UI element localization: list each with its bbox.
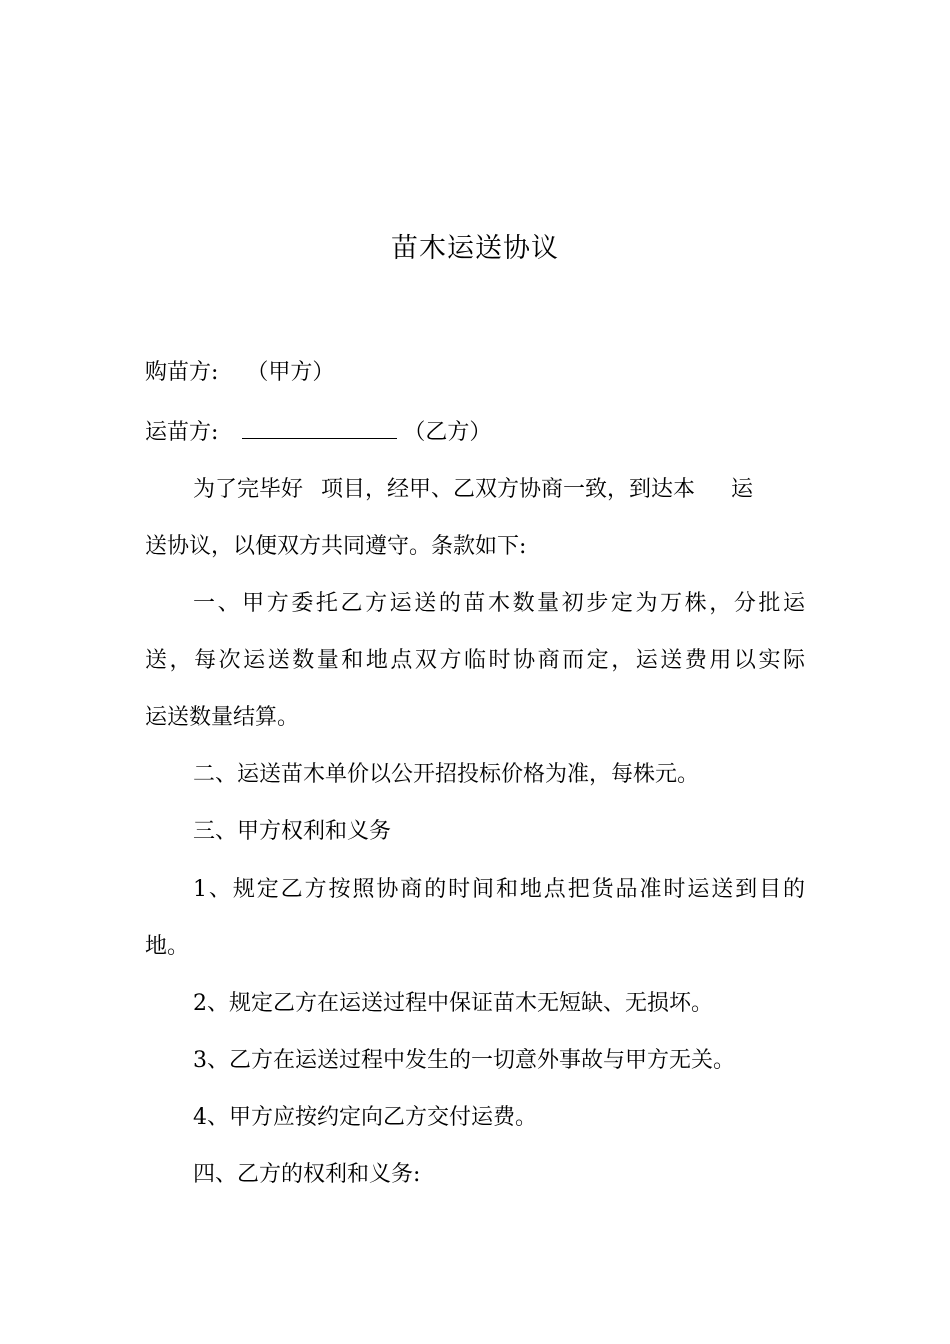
carrier-label: 运苗方:	[145, 420, 219, 445]
buyer-label: 购苗方:	[145, 360, 219, 385]
clause3-item1-line-2: 地。	[145, 934, 190, 959]
intro-part-2: 项目，经甲、乙双方协商一致，到达本	[321, 477, 696, 502]
clause3-heading: 三、甲方权利和义务	[193, 819, 392, 844]
intro-part-3: 运	[731, 477, 754, 502]
buyer-line	[145, 357, 805, 389]
clause4-heading: 四、乙方的权利和义务:	[193, 1162, 421, 1187]
carrier-suffix: （乙方）	[403, 420, 492, 445]
clause3-item2: 2、规定乙方在运送过程中保证苗木无短缺、无损坏。	[193, 991, 713, 1016]
clause3-item4: 4、甲方应按约定向乙方交付运费。	[193, 1105, 537, 1130]
intro-line-2: 送协议，以便双方共同遵守。条款如下:	[145, 534, 527, 559]
buyer-suffix: （甲方）	[246, 360, 335, 385]
clause1-line-1: 一、甲方委托乙方运送的苗木数量初步定为万株，分批运	[193, 591, 805, 616]
document-title: 苗木运送协议	[391, 233, 559, 264]
intro-part-1: 为了完毕好	[193, 477, 304, 502]
clause1-line-2: 送，每次运送数量和地点双方临时协商而定，运送费用以实际	[145, 648, 805, 673]
intro-line-1	[193, 474, 805, 506]
carrier-name-blank	[242, 414, 397, 439]
clause2: 二、运送苗木单价以公开招投标价格为准，每株元。	[193, 762, 700, 787]
clause3-item3: 3、乙方在运送过程中发生的一切意外事故与甲方无关。	[193, 1048, 735, 1073]
carrier-line	[145, 414, 805, 449]
clause1-line-3: 运送数量结算。	[145, 705, 300, 730]
clause3-item1-line-1: 1、规定乙方按照协商的时间和地点把货品准时运送到目的	[193, 877, 805, 902]
